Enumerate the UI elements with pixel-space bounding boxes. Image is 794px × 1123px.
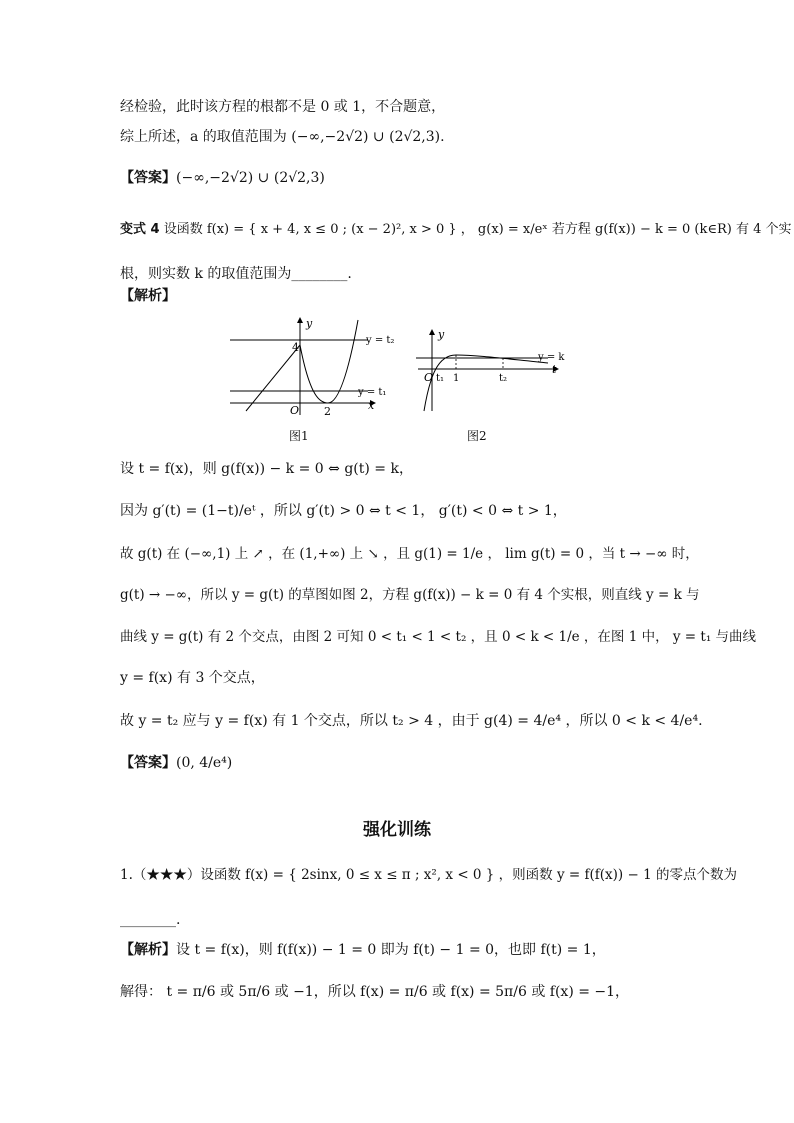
text-line: y = f(x) 有 3 个交点， xyxy=(120,670,265,686)
answer-line xyxy=(120,753,232,773)
problem-text: 设函数 f(x) = { x + 4, x ≤ 0 ; (x − 2)², x > 0 } ， g(x) = x/eˣ 若方程 g(f(x)) − k = 0 (k∈R) 有 4 个实 xyxy=(159,222,792,237)
label-k: y = k xyxy=(538,352,565,363)
answer-line xyxy=(120,168,325,188)
text-line: 根，则实数 k 的取值范围为________. xyxy=(120,266,352,282)
tick-4: 4 xyxy=(292,341,299,354)
analysis-label: 【解析】 xyxy=(120,288,176,304)
tick-2: 2 xyxy=(324,405,331,418)
analysis-line xyxy=(120,940,606,960)
text-line: 综上所述，a 的取值范围为 (−∞,−2√2) ∪ (2√2,3). xyxy=(120,129,445,145)
figure-1 xyxy=(228,315,398,425)
text-line: 设 t = f(x)，则 g(f(x)) − k = 0 ⇔ g(t) = k， xyxy=(120,461,413,477)
figure-1-caption: 图1 xyxy=(289,429,309,443)
analysis-label: 【解析】 xyxy=(120,942,176,958)
y-axis-label: y xyxy=(306,317,313,330)
t-axis-label: t xyxy=(552,363,557,376)
x-axis-label: x xyxy=(368,399,375,412)
tick-1: 1 xyxy=(453,373,460,384)
text-line: 故 g(t) 在 (−∞,1) 上 ↗ ，在 (1,+∞) 上 ↘ ，且 g(1) = 1/e ， lim g(t) = 0 ，当 t → −∞ 时， xyxy=(120,546,699,562)
origin-label: O xyxy=(290,404,300,417)
text-line: 因为 g′(t) = (1−t)/eᵗ ，所以 g′(t) > 0 ⇔ t < 1， g′(t) < 0 ⇔ t > 1， xyxy=(120,503,567,519)
question-blank: ________. xyxy=(120,912,181,928)
answer-label: 【答案】 xyxy=(120,755,176,771)
problem-line xyxy=(120,220,792,240)
label-t1: y = t₁ xyxy=(358,387,387,398)
answer-text: (−∞,−2√2) ∪ (2√2,3) xyxy=(176,170,325,186)
text-line: 故 y = t₂ 应与 y = f(x) 有 1 个交点，所以 t₂ > 4 ，由于 g(4) = 4/e⁴ ，所以 0 < k < 4/e⁴. xyxy=(120,713,703,729)
origin-label: O xyxy=(424,371,434,384)
y-axis-label: y xyxy=(438,328,445,341)
tick-t1: t₁ xyxy=(436,373,445,384)
answer-text: (0, 4/e⁴) xyxy=(176,755,233,771)
tick-t2: t₂ xyxy=(499,373,508,384)
variant-label: 变式 4 xyxy=(120,222,160,237)
answer-label: 【答案】 xyxy=(120,170,176,186)
line-branch xyxy=(246,345,300,411)
text-line: 经检验，此时该方程的根都不是 0 或 1，不合题意， xyxy=(120,99,446,115)
question-line: 1.（★★★）设函数 f(x) = { 2sinx, 0 ≤ x ≤ π ; x², x < 0 } ，则函数 y = f(f(x)) − 1 的零点个数为 xyxy=(120,867,737,883)
text-line: 曲线 y = g(t) 有 2 个交点，由图 2 可知 0 < t₁ < 1 < t₂ ，且 0 < k < 1/e ，在图 1 中， y = t₁ 与曲线 xyxy=(120,629,757,645)
text-line: 解得： t = π/6 或 5π/6 或 −1，所以 f(x) = π/6 或 f(x) = 5π/6 或 f(x) = −1， xyxy=(120,984,630,1000)
figure-2 xyxy=(408,325,573,415)
figure-2-caption: 图2 xyxy=(467,429,487,443)
analysis-text: 设 t = f(x)，则 f(f(x)) − 1 = 0 即为 f(t) − 1 = 0，也即 f(t) = 1， xyxy=(176,942,606,958)
section-title: 强化训练 xyxy=(363,820,431,840)
text-line: g(t) → −∞，所以 y = g(t) 的草图如图 2，方程 g(f(x)) − k = 0 有 4 个实根，则直线 y = k 与 xyxy=(120,587,700,603)
label-t2: y = t₂ xyxy=(366,335,395,346)
